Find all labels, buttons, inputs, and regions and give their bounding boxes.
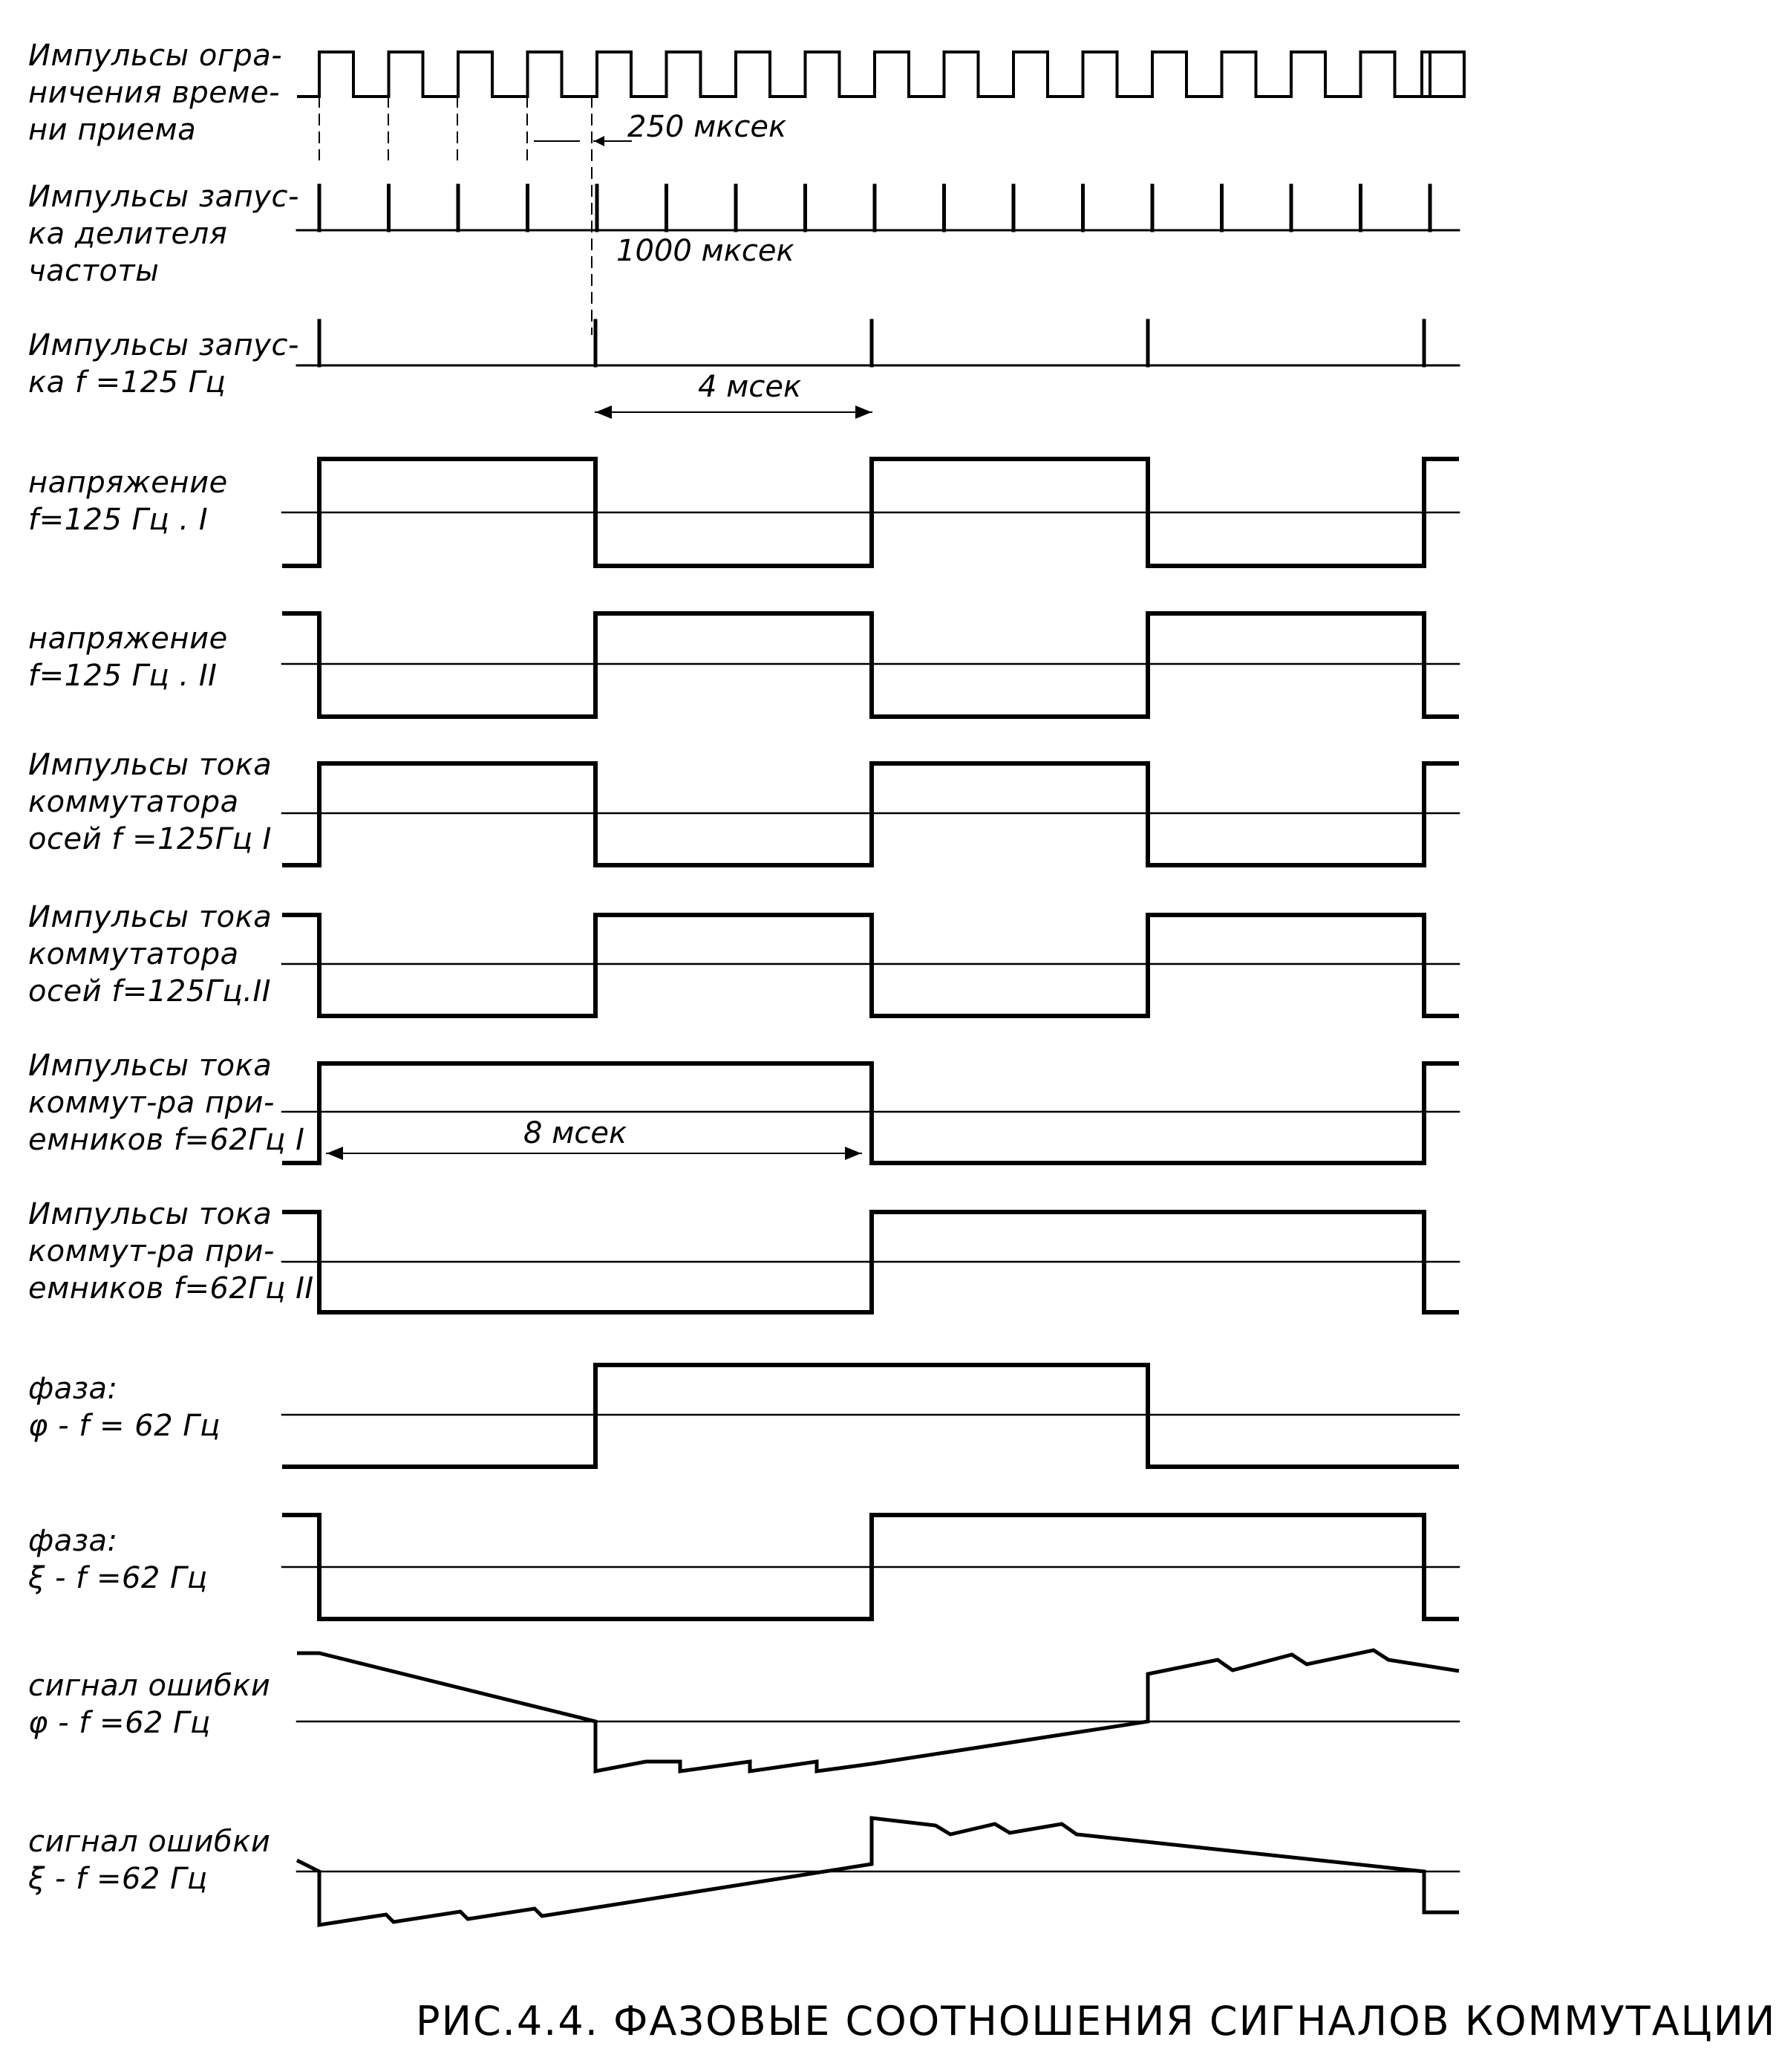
label-phase-phi: фаза: φ - f = 62 Гц (28, 1372, 221, 1443)
label-start-125: Импульсы запус- ка f =125 Гц (28, 328, 299, 400)
arrow-8ms-right-head (845, 1147, 861, 1160)
phase-phi-waveform (282, 1365, 1459, 1467)
arrow-4ms-right-head (855, 405, 872, 419)
limit-pulse-waveform (297, 52, 1464, 97)
current-125-1-waveform (282, 763, 1459, 865)
note-start-period: 4 мсек (698, 370, 802, 404)
note-receiver-period: 8 мсек (523, 1116, 627, 1150)
label-current-62-2: Импульсы тока коммут-ра при- емников f=62Гц II (28, 1197, 314, 1306)
arrow-250us-head (594, 136, 604, 146)
arrow-4ms-left-head (595, 405, 612, 419)
arrow-8ms-left-head (327, 1147, 343, 1160)
label-error-phi: сигнал ошибки φ - f =62 Гц (28, 1669, 271, 1740)
figure-caption: РИС.4.4. ФАЗОВЫЕ СООТНОШЕНИЯ СИГНАЛОВ КОММУТАЦИИ (416, 1998, 1776, 2045)
label-current-125-1: Импульсы тока коммутатора осей f =125Гц I (28, 748, 272, 856)
label-voltage-125-1: напряжение f=125 Гц . I (28, 466, 228, 537)
current-62-1-waveform (282, 1063, 1459, 1163)
label-current-125-2: Импульсы тока коммутатора осей f=125Гц.II (28, 900, 272, 1009)
label-phase-xi: фаза: ξ - f =62 Гц (28, 1524, 208, 1595)
label-current-62-1: Импульсы тока коммут-ра при- емников f=62Гц I (28, 1049, 305, 1157)
label-voltage-125-2: напряжение f=125 Гц . II (28, 622, 228, 693)
label-error-xi: сигнал ошибки ξ - f =62 Гц (28, 1825, 271, 1896)
voltage-125-2-waveform (282, 613, 1459, 717)
error-phi-waveform (297, 1650, 1459, 1771)
label-divider-pulses: Импульсы запус- ка делителя частоты (28, 180, 299, 288)
label-limit-pulses: Импульсы огра- ничения време- ни приема (28, 39, 283, 147)
note-pulse-width: 250 мксек (627, 110, 787, 144)
note-divider-period: 1000 мксек (616, 234, 794, 268)
current-125-2-waveform (282, 915, 1459, 1016)
